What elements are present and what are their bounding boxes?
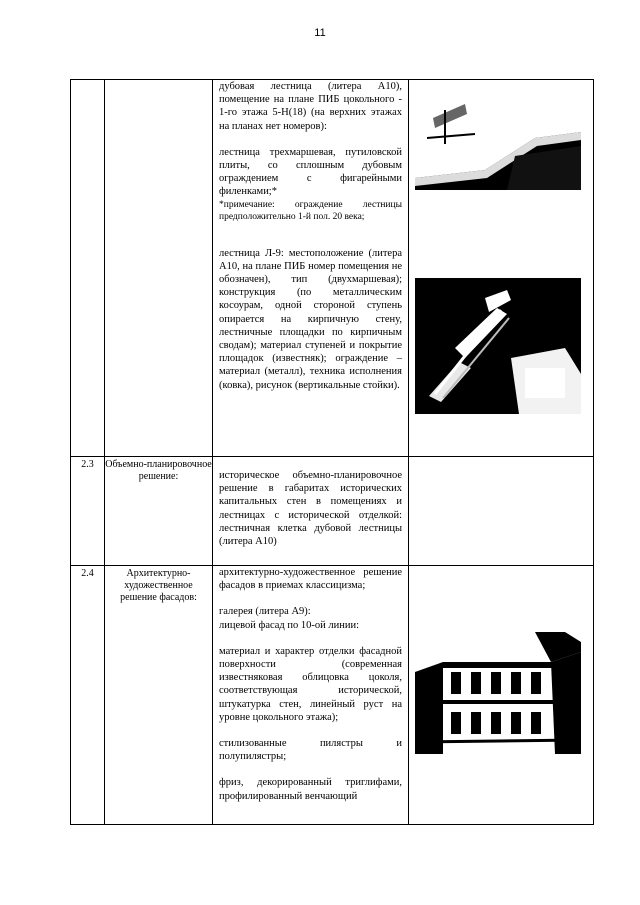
row-photo-cell [409,80,594,457]
description-paragraph: лестница Л-9: местоположение (литера А10, на плане ПИБ номер помещения не обозначен), тип (двухмаршевая); конструкция (по металлическим косоурам, одной стороной ступень опирается на кирпичную стену, лестничные площадки по кирпичным сводам); материал ступеней и покрытие площадок (известняк); ограждение – материал (металл), техника исполнения (ковка), рисунок (вертикальные стойки). [219,247,402,391]
row-description-cell [213,457,409,566]
row-number-cell: 2.4 [71,566,105,825]
gallery-facade-photo [415,632,581,754]
table-row [71,457,594,566]
row-description-cell [213,566,409,825]
description-note: *примечание: ограждение лестницы предположительно 1-й пол. 20 века; [219,199,402,222]
row-name-cell [105,80,213,457]
subject-of-protection-table [70,79,594,825]
description-paragraph: фриз, декорированный триглифами, профилированный венчающий [219,777,402,802]
oak-staircase-photo [415,98,581,190]
metal-staircase-photo [415,278,581,414]
description-paragraph: галерея (литера А9): [219,606,311,618]
row-name-cell: Объемно-планировочное решение: [105,457,213,566]
row-number-cell: 2.3 [71,457,105,566]
row-photo-cell [409,457,594,566]
row-name-cell: Архитектурно-художественное решение фасадов: [105,566,213,825]
page-number: 11 [314,27,326,39]
description-paragraph: дубовая лестница (литера А10), помещение на плане ПИБ цокольного - 1-го этажа 5-Н(18) (на верхних этажах на планах нет номеров): [219,81,402,132]
description-paragraph: лестница трехмаршевая, путиловской плиты, со сплошным дубовым ограждением с фигарейными филенками;* [219,146,402,198]
table-row [71,80,594,457]
description-paragraph: материал и характер отделки фасадной поверхности (современная известняковая облицовка цоколя, соответствующая исторической, штукатурка стен, линейный руст на уровне цокольного этажа); [219,645,402,723]
description-paragraph: историческое объемно-планировочное решение в габаритах исторических капитальных стен в помещениях и лестницах с исторической отделкой: лестничная клетка дубовой лестницы (литера А10) [219,470,402,548]
row-number-cell [71,80,105,457]
table-row [71,566,594,825]
description-paragraph: архитектурно-художественное решение фасадов в приемах классицизма; [219,567,402,592]
row-photo-cell [409,566,594,825]
row-description-cell [213,80,409,457]
description-paragraph: стилизованные пилястры и полупилястры; [219,738,402,763]
description-paragraph: лицевой фасад по 10-ой линии: [219,619,360,631]
